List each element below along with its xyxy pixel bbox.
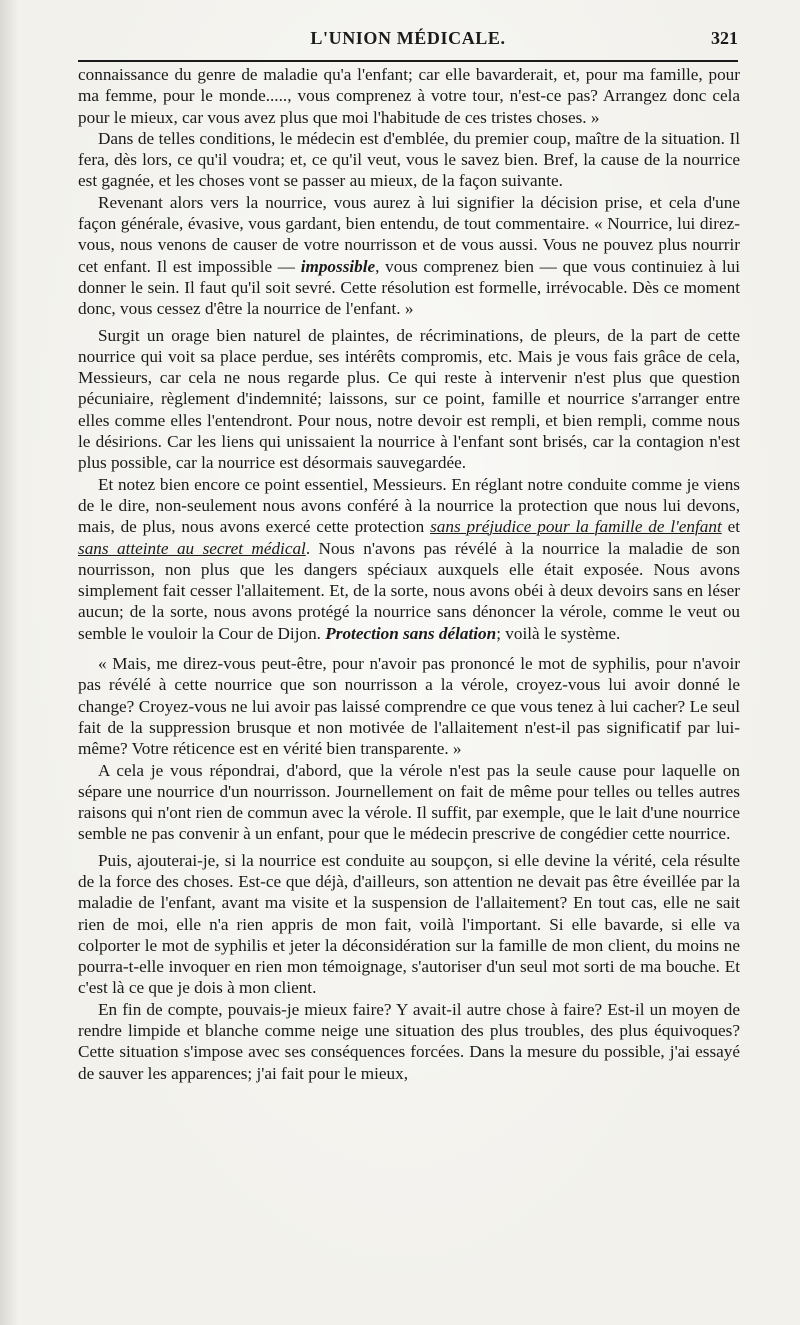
emphasis-text: Protection sans délation xyxy=(325,623,497,643)
emphasis-text: sans atteinte au secret médical xyxy=(78,538,306,558)
paragraph xyxy=(78,64,740,128)
paragraph xyxy=(78,325,740,474)
paragraph xyxy=(78,999,740,1084)
text-run: connaissance du genre de maladie qu'a l'enfant; car elle bavarderait, et, pour ma famille, pour ma femme, pour le monde....., vous comprenez à votre tour, n'est-ce pas? Arrangez donc cela pour le mieux, car vous avez plus que moi l'habitude de ces tristes choses. » xyxy=(78,65,740,127)
text-run: A cela je vous répondrai, d'abord, que la vérole n'est pas la seule cause pour laquelle on sépare une nourrice d'un nourrisson. Journellement on fait de même pour telles ou telles autres raisons qui n'ont rien de commun avec la vérole. Il suffit, par exemple, que le lait d'une nourrice semble ne pas convenir à un enfant, pour que le médecin prescrive de congédier cette nourrice. xyxy=(78,760,740,844)
paragraph xyxy=(78,760,740,845)
text-run: et xyxy=(721,517,740,537)
paragraph xyxy=(78,653,740,759)
text-run: Dans de telles conditions, le médecin est d'emblée, du premier coup, maître de la situation. Il fera, dès lors, ce qu'il voudra; et, ce qu'il veut, vous le savez bien. Bref, la cause de la nourrice est gagnée, et les choses vont se passer au mieux, de la façon suivante. xyxy=(78,128,740,191)
paragraph xyxy=(78,192,740,320)
emphasis-text: impossible xyxy=(300,256,376,276)
text-run: « Mais, me direz-vous peut-être, pour n'avoir pas prononcé le mot de syphilis, pour n'avoir pas révélé à cette nourrice que son nourrisson a la vérole, croyez-vous lui avoir donné le change? Croyez-vous ne lui avoir pas laissé comprendre ce que vous tenez à lui cacher? Le seul fait de la suppression brusque et non motivée de l'allaitement n'est-il pas significatif par lui-même? Votre réticence est en vérité bien transparente. » xyxy=(78,654,740,759)
text-run: Puis, ajouterai-je, si la nourrice est conduite au soupçon, si elle devine la vérité, cela résulte de la force des choses. Est-ce que déjà, d'ailleurs, son attention ne devait pas être éveillée par la maladie de l'enfant, avant ma visite et la suspension de l'allaitement? En tout cas, elle ne sait rien de moi, elle n'a rien appris de mon fait, voilà l'important. Si elle bavarde, si elle va colporter le mot de syphilis et jeter la déconsidération sur la famille de mon client, du moins ne pourra-t-elle invoquer en rien mon témoignage, s'autoriser d'un seul mot sorti de ma bouche. Et c'est là ce que je dois à mon client. xyxy=(78,850,740,998)
page-header xyxy=(78,28,738,58)
paragraph xyxy=(78,474,740,644)
paragraph xyxy=(78,850,740,999)
page-edge-shadow xyxy=(0,0,18,1325)
text-run: Et notez bien encore ce point essentiel, Messieurs. En réglant notre conduite comme je viens de le dire, non-seulement nous avons conféré à la nourrice la protection que nous lui devons, mais, de plus, nous avons exercé cette protection xyxy=(78,474,740,537)
text-run: En fin de compte, pouvais-je mieux faire? Y avait-il autre chose à faire? Est-il un moyen de rendre limpide et blanche comme neige une situation des plus troubles, des plus équivoques? Cette situation s'impose avec ses conséquences forcées. Dans la mesure du possible, j'ai essayé de sauver les apparences; j'ai fait pour le mieux, xyxy=(78,999,740,1083)
body-text xyxy=(78,64,740,1084)
page-number: 321 xyxy=(711,28,738,48)
header-rule xyxy=(78,60,738,62)
text-run: ; voilà le système. xyxy=(496,623,621,643)
running-title: L'UNION MÉDICALE. xyxy=(310,28,506,48)
text-run: , vous comprenez bien — que vous continuiez à lui donner le sein. Il faut qu'il soit sevré. Cette résolution est formelle, irrévocable. Dès ce moment donc, vous cessez d'être la nourrice de l'enfant. » xyxy=(78,256,740,319)
paragraph xyxy=(78,128,740,192)
text-run: . Nous n'avons pas révélé à la nourrice la maladie de son nourrisson, non plus que les dangers spéciaux auxquels elle était exposée. Nous avons simplement fait cesser l'allaitement. Et, de la sorte, nous avons obéi à deux devoirs sans en léser aucun; de la sorte, nous avons protégé la nourrice sans dénoncer la vérole, comme le veut ou semble le vouloir la Cour de Dijon. xyxy=(78,538,740,643)
text-run: Surgit un orage bien naturel de plaintes, de récriminations, de pleurs, de la part de cette nourrice qui voit sa place perdue, ses intérêts compromis, etc. Mais je vous fais grâce de cela, Messieurs, car cela ne nous regarde plus. Ce qui reste à intervenir n'est plus que question pécuniaire, règlement d'indemnité; laissons, sur ce point, famille et nourrice s'arranger entre elles comme elles l'entendront. Pour nous, notre devoir est rempli, et bien rempli, comme nous le désirions. Car les liens qui unissaient la nourrice à l'enfant sont brisés, car la contagion n'est plus possible, car la nourrice est désormais sauvegardée. xyxy=(78,325,740,473)
emphasis-text: sans préjudice pour la famille de l'enfant xyxy=(430,517,722,537)
text-run: Revenant alors vers la nourrice, vous aurez à lui signifier la décision prise, et cela d'une façon générale, évasive, vous gardant, bien entendu, de tout commentaire. « Nourrice, lui direz-vous, nous venons de causer de votre nourrisson et de vous aussi. Vous ne pouvez plus nourrir cet enfant. Il est impossible — xyxy=(78,192,740,276)
